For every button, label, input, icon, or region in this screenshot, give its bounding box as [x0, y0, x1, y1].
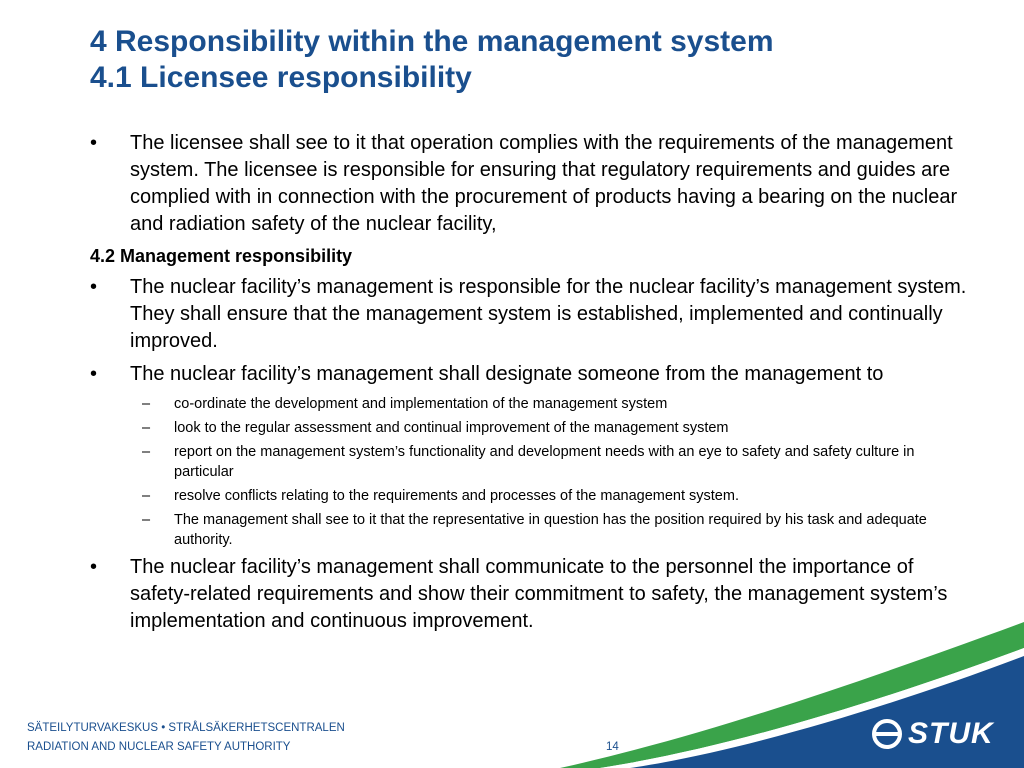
bullet-marker: • [90, 132, 98, 154]
sub-bullet-text: The management shall see to it that the representative in question has the position required by his task and adequate authority. [174, 512, 927, 548]
sub-bullet-item [90, 442, 970, 482]
sub-bullet-item [90, 418, 970, 438]
bullet-text: The nuclear facility’s management is responsible for the nuclear facility’s management system. They shall ensure that the management system is established, implemented and continually improved. [130, 276, 967, 352]
sub-bullet-text: resolve conflicts relating to the requirements and processes of the management system. [174, 488, 739, 504]
bullet-item [90, 274, 970, 355]
bullet-item [90, 361, 970, 388]
footer-org-name: SÄTEILYTURVAKESKUS • STRÅLSÄKERHETSCENTRALEN [27, 722, 345, 734]
dash-marker: – [142, 444, 151, 460]
sub-bullet-item [90, 486, 970, 506]
sub-bullet-item [90, 394, 970, 414]
dash-marker: – [142, 396, 151, 412]
slide-title [90, 24, 774, 96]
bullet-item [90, 130, 970, 238]
bullet-marker: • [90, 556, 98, 578]
bullet-text: The nuclear facility’s management shall designate someone from the management to [130, 363, 884, 385]
bullet-marker: • [90, 363, 98, 385]
bullet-marker: • [90, 276, 98, 298]
dash-marker: – [142, 512, 151, 528]
footer-org-english: RADIATION AND NUCLEAR SAFETY AUTHORITY [27, 741, 291, 753]
section-heading: 4.2 Management responsibility [90, 246, 353, 266]
stuk-emblem-icon [872, 719, 902, 749]
sub-bullet-text: look to the regular assessment and continual improvement of the management system [174, 420, 729, 436]
page-number: 14 [606, 741, 619, 753]
slide-body [90, 130, 970, 641]
bullet-item [90, 554, 970, 635]
dash-marker: – [142, 420, 151, 436]
sub-bullet-text: co-ordinate the development and implementation of the management system [174, 396, 668, 412]
sub-bullet-text: report on the management system’s functionality and development needs with an eye to safety and safety culture in particular [174, 444, 915, 480]
logo-text: STUK [908, 717, 994, 750]
slide-title-line1: 4 Responsibility within the management system [90, 25, 774, 58]
bullet-text: The nuclear facility’s management shall communicate to the personnel the importance of safety-related requirements and show their commitment to safety, the management system’s implementation and continuous improvement. [130, 556, 948, 632]
bullet-text: The licensee shall see to it that operation complies with the requirements of the management system. The licensee is responsible for ensuring that regulatory requirements and guides are complied with in connection with the procurement of products having a bearing on the nuclear and radiation safety of the nuclear facility, [130, 132, 958, 235]
sub-bullet-item [90, 510, 970, 550]
slide-title-line2: 4.1 Licensee responsibility [90, 61, 472, 94]
dash-marker: – [142, 488, 151, 504]
stuk-logo [872, 716, 994, 752]
